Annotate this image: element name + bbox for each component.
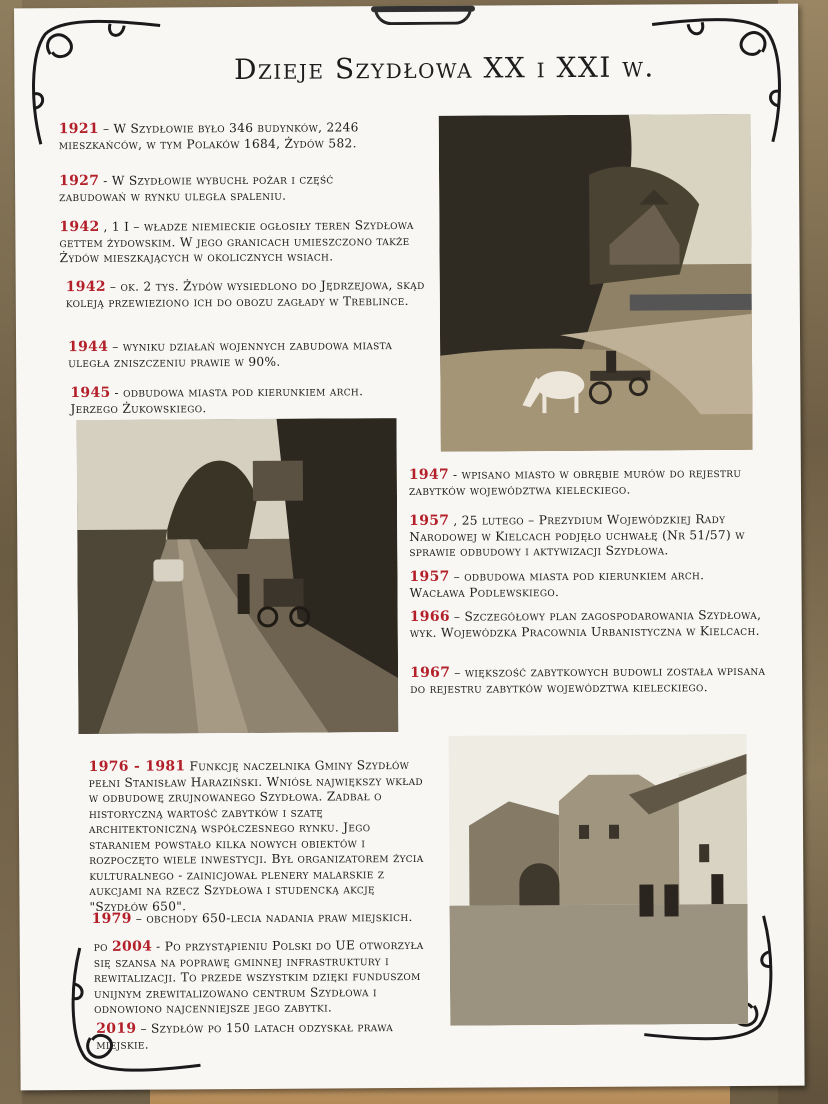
entry-text: - odbudowa miasta pod kierunkiem arch. Jerzego Żukowskiego. (70, 384, 364, 416)
entry-1947 (409, 466, 769, 499)
entry-year: 1957 (409, 512, 450, 529)
entry-text: - Po przystąpieniu Polski do UE otworzyła się szansa na poprawę gminnej infrastruktury i rewitalizacji. To przede wszystkim dzięki funduszom unijnym zrewitalizowano centrum Szydłowa i odnowiono najcenniejsze jego zabytki. (93, 937, 424, 1016)
road-photo (77, 418, 399, 734)
entry-1966 (410, 608, 770, 641)
entry-2019 (96, 1020, 396, 1053)
entry-year: 1947 (408, 466, 450, 483)
entry-year: 1927 (59, 172, 100, 190)
entry-text: – W Szydłowie było 346 budynków, 2246 mieszkańców, w tym Polaków 1684, Żydów 582. (58, 120, 359, 152)
entry-1942-deportation (66, 278, 426, 311)
town-square-photo (448, 734, 748, 1026)
entry-year: 1942 (65, 278, 106, 296)
entry-1945 (70, 384, 370, 417)
horse-cart-photo (439, 114, 753, 452)
hanger-wire (374, 8, 472, 26)
entry-1942-ghetto (59, 218, 439, 267)
entry-1957-rebuild (409, 568, 739, 601)
entry-year: 1976 - 1981 (88, 758, 186, 775)
entry-1921 (59, 120, 439, 153)
entry-prefix: po (93, 939, 108, 954)
entry-text: – Szczegółowy plan zagospodarowania Szydłowa, wyk. Wojewódzka Pracownia Urbanistyczna w Kielcach. (409, 607, 762, 640)
entry-text: Funkcję naczelnika Gminy Szydłów pełni Stanisław Haraziński. Wniósł największy wkład w odbudowę zrujnowanego Szydłowa. Zadbał o historyczną wartość zabytków i szatę architektoniczną współczesnego rynku. Jego staraniem powstało kilka nowych obiektów i rozpoczęto wiele inwestycji. Był organizatorem życia kulturalnego - zainicjował plenery malarskie z aukcjami na rzecz Szydłowa i studencką akcję "Szydłów 650". (88, 757, 424, 914)
entry-text: , 25 lutego – Prezydium Wojewódzkiej Rady Narodowej w Kielcach podjęło uchwałę (Nr 51/57) w sprawie odbudowy i aktywizacji Szydłowa. (409, 512, 745, 559)
entry-1976-1981 (89, 758, 435, 915)
entry-1967 (410, 664, 770, 697)
entry-year: 1945 (70, 384, 111, 402)
board-title: Dzieje Szydłowa XX i XXI w. (233, 50, 655, 87)
entry-year: 1957 (409, 568, 450, 585)
entry-text: – Szydłów po 150 latach odzyskał prawa miejskie. (96, 1020, 394, 1052)
entry-year: 1967 (410, 664, 451, 681)
entry-text: , 1 I – władze niemieckie ogłosiły teren Szydłowa gettem żydowskim. W jego granicach umieszczono także Żydów mieszkających w okolicznych wsiach. (59, 217, 414, 266)
entry-year: 2004 (111, 938, 153, 955)
entry-year: 1944 (68, 338, 109, 356)
entry-year: 2019 (96, 1020, 137, 1037)
entry-year: 1979 (91, 910, 132, 927)
entry-year: 1921 (58, 120, 99, 138)
entry-year: 1942 (59, 218, 100, 236)
entry-text: – większość zabytkowych budowli została wpisana do rejestru zabytków województwa kieleckiego. (410, 663, 766, 696)
entry-text: – obchody 650-lecia nadania praw miejskich. (135, 909, 413, 926)
entry-text: – wyniku działań wojennych zabudowa miasta uległa zniszczeniu prawie w 90%. (68, 338, 393, 370)
entry-text: - wpisano miasto w obrębie murów do rejestru zabytków województwa kieleckiego. (408, 465, 742, 498)
entry-2004 (94, 938, 434, 1018)
information-board (14, 4, 805, 1091)
entry-year: 1966 (409, 608, 450, 625)
entry-text: – ok. 2 tys. Żydów wysiedlono do Jędrzejowa, skąd koleją przewieziono ich do obozu zagłady w Treblince. (65, 277, 425, 310)
entry-1979 (92, 910, 432, 928)
entry-1944 (68, 338, 408, 371)
entry-text: – odbudowa miasta pod kierunkiem arch. Wacława Podlewskiego. (409, 568, 705, 600)
entry-1927 (59, 172, 389, 205)
entry-1957-resolution (409, 512, 769, 561)
entry-text: - W Szydłowie wybuchł pożar i część zabudowań w rynku uległa spaleniu. (59, 172, 334, 204)
